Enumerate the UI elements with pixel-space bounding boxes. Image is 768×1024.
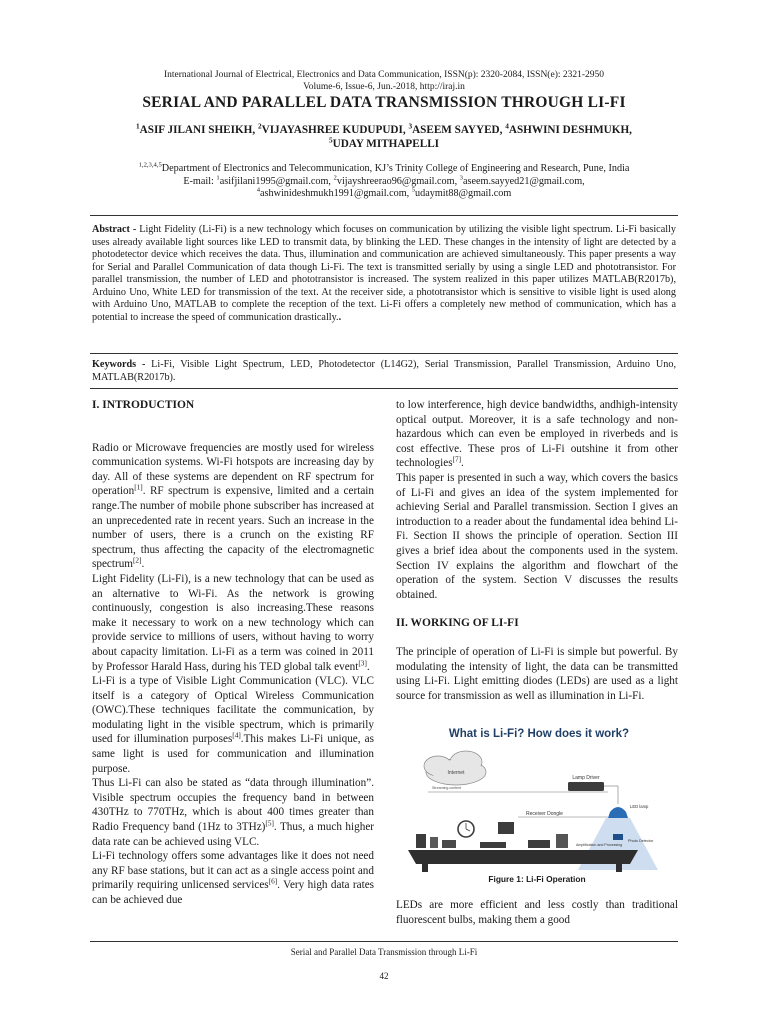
photo-detector-label: Photo Detector xyxy=(628,839,654,843)
author-2: VIJAYASHREE KUDUPUDI, xyxy=(261,124,409,136)
email-label: E-mail: xyxy=(183,175,217,187)
section-heading-working: II. WORKING OF LI-FI xyxy=(396,617,519,630)
right-column-continuation xyxy=(396,898,678,927)
abstract-text: Light Fidelity (Li-Fi) is a new technology which focuses on communication by utilizing the visible light spectrum. Li-Fi basically uses already available light sources like LED to transmit data, by blinking the LED. These changes in the intensity of light are detected by a photodetector device which receives the data. Thus, illumination and communication are achieved simultaneously. This paper presents a way for Serial and Parallel Communication of data though Li-Fi. The text is transmitted serially by using a single LED and phototransistor. For parallel transmission, the number of LED and phototransistor is increased. The system realized in this paper utilizes MATLAB(R2017b), Arduino Uno, White LED for transmission of the text. At the receiver side, a phototransistor which is sensitive to visible light is used along with Arduino Uno, MATLAB to complete the reception of the text. Li-Fi offers a completely new method of communication, which has a potential to increase the speed of communication drastically. xyxy=(92,224,676,323)
page-number: 42 xyxy=(379,971,389,981)
author-1: ASIF JILANI SHEIKH, xyxy=(139,124,258,136)
intro-paragraph-2: Light Fidelity (Li-Fi), is a new technology that can be used as an alternative to Wi-Fi. As the network is growing continuously, congestion is also increasing.These reasons make it necessary to work on a new technology which can provide service to millions of users, without having to worry about capacity limitation. Li-Fi as a term was coined in 2011 by Professor Harald Hass, during his TED global talk event[3]. xyxy=(92,572,374,673)
figure-title: What is Li-Fi? How does it work? xyxy=(448,728,630,740)
author-list: $^1$ASIF JILANI SHEIKH, $^2$VIJAYASHREE KUDUPUDI, $^3$ASEEM SAYYED, $^4$ASHWINI DESHMUKH, $^5$UDAY MITHAPELLI xyxy=(136,122,632,150)
ref-3: [3] xyxy=(358,658,367,667)
keywords xyxy=(92,359,676,384)
right-paragraph-1: to low interference, high device bandwidths, andhigh-intensity optical output. Moreover, it is a safe technology and non-hazardous which can even be employed in riverbeds and is cost effective. These pros of Li-Fi outshine it from other technologies[7]. xyxy=(396,399,678,470)
department: Department of Electronics and Telecommunication, KJ’s Trinity College of Engineering and Research, Pune, India xyxy=(161,163,630,174)
running-footer: Serial and Parallel Data Transmission through Li-Fi xyxy=(290,947,478,957)
email-3: aseem.sayyed21@gmail.com, xyxy=(462,175,585,187)
speaker-icon xyxy=(416,834,426,848)
intro-paragraph-3: Li-Fi is a type of Visible Light Communication (VLC). VLC itself is a category of Optical Wireless Communication (OWC).These techniques facilitate the communication, by modulating light in the visible spectrum, which is primarily used for illumination purposes[4].This makes Li-Fi unique, as same light is used for communication and illumination purpose. xyxy=(92,675,374,775)
ref-7: [7] xyxy=(452,455,462,464)
paper-title: SERIAL AND PARALLEL DATA TRANSMISSION THROUGH LI-FI xyxy=(142,94,626,111)
journal-header xyxy=(0,69,768,93)
keywords-text: Li-Fi, Visible Light Spectrum, LED, Photodetector (L14G2), Serial Transmission, Parallel Transmission, Arduino Uno, MATLAB(R2017b). xyxy=(92,359,676,383)
laptop-icon xyxy=(480,842,506,848)
ref-2: [2] xyxy=(133,556,142,565)
photo-detector-icon xyxy=(613,834,623,840)
right-column xyxy=(396,398,678,703)
journal-line-2: Volume-6, Issue-6, Jun.-2018, http://iraj.in xyxy=(303,82,465,92)
intro-paragraph-4: Thus Li-Fi can also be stated as “data through illumination”. Visible spectrum occupies the frequency band in between 430THz to 770THz, which is about 400 times greater than Radio Frequency band (1Hz to 3THz)[5]. Thus, a much higher data rate can be achieved using VLC. xyxy=(92,777,375,848)
desk-leg-right xyxy=(616,864,622,872)
phone-icon xyxy=(430,837,438,848)
divider-top xyxy=(90,215,678,216)
author-4: ASHWINI DESHMUKH, xyxy=(508,124,632,136)
router-icon xyxy=(442,840,456,848)
desk-surface xyxy=(408,850,638,864)
lifi-operation-figure xyxy=(408,722,670,872)
left-column xyxy=(92,398,374,908)
divider-bottom xyxy=(90,388,678,389)
author-5: UDAY MITHAPELLI xyxy=(332,138,440,150)
abstract-label: Abstract - xyxy=(92,224,140,235)
affiliation-marks: 1,2,3,4,5 xyxy=(138,161,162,169)
keywords-label: Keywords - xyxy=(92,359,152,370)
led-lamp-label: LED lamp xyxy=(630,804,649,809)
email-1: asifjilani1995@gmail.com, xyxy=(219,175,334,187)
ref-5: [5] xyxy=(265,819,274,828)
email-5: udaymit88@gmail.com xyxy=(415,188,512,199)
journal-line-1: International Journal of Electrical, Electronics and Data Communication, ISSN(p): 2320-2084, ISSN(e): 2321-2950 xyxy=(163,70,605,80)
tablet-icon xyxy=(528,840,550,848)
lamp-driver-label: Lamp Driver xyxy=(572,775,600,781)
email-2: vijayshreerao96@gmail.com, xyxy=(336,175,460,187)
desk-leg-left xyxy=(422,864,428,872)
desktop-icon xyxy=(556,834,568,848)
author-3: ASEEM SAYYED, xyxy=(412,124,506,136)
figure-caption: Figure 1: Li-Fi Operation xyxy=(488,874,586,884)
leds-paragraph: LEDs are more efficient and less costly than traditional fluorescent bulbs, making them a good xyxy=(396,899,678,926)
ref-1: [1] xyxy=(134,483,143,492)
intro-paragraph-1: Radio or Microwave frequencies are mostly used for wireless communication systems. Wi-Fi hotspots are increasing day by day. All of these systems are dependent on RF spectrum for operation[1]. RF spectrum is expensive, limited and a certain range.The number of mobile phone subscriber has increased at an unprecedented rate in recent years. Such an increase in the number of users, there is a crunch on the existing RF spectrum, thus affecting the capacity of the electromagnetic spectrum[2]. xyxy=(92,441,374,571)
monitor-icon xyxy=(498,822,514,834)
streaming-label: Streaming content xyxy=(432,786,462,790)
email-4: ashwinideshmukh1991@gmail.com, xyxy=(260,188,412,199)
section-heading-introduction: I. INTRODUCTION xyxy=(92,399,195,411)
abstract: Abstract - Light Fidelity (Li-Fi) is a new technology which focuses on communication by utilizing the visible light spectrum. Li-Fi basically uses already available light sources like LED to transmit data, by blinking the LED. These changes in the intensity of light are detected by a photodetector device which receives the data. Thus, illumination and communication are achieved simultaneously. This paper presents a way for Serial and Parallel Communication of data though Li-Fi. The text is transmitted serially by using a single LED and phototransistor. For parallel transmission, the number of LED and phototransistor is increased. The system realized in this paper utilizes MATLAB(R2017b), Arduino Uno, White LED for transmission of the text. At the receiver side, a phototransistor which is sensitive to visible light is used along with Arduino Uno, MATLAB to complete the reception of the text. Li-Fi offers a completely new method of communication, which has a potential to increase the speed of communication drastically.. xyxy=(92,224,676,323)
lamp-driver-box xyxy=(568,782,604,791)
amplification-label: Amplification and Processing xyxy=(576,843,623,847)
divider-middle xyxy=(90,353,678,354)
footer-divider xyxy=(90,941,678,942)
internet-label: Internet xyxy=(447,770,465,776)
intro-paragraph-5: Li-Fi technology offers some advantages like it does not need any RF base stations, but it can act as a single access point and primarily requiring unlicensed services[6]. Very high data rates can be achieved due xyxy=(92,850,375,906)
right-paragraph-2: This paper is presented in such a way, which covers the basics of Li-Fi and gives an idea of the system implemented for achieving Serial and Parallel transmission. Section I gives an introduction to a reader about the fundamental idea behind Li-Fi. Section II shows the principle of operation. Section III gives a brief idea about the components used in the system. Section IV explains the algorithm and flowchart of the operation of the system. Section V discusses the results obtained. xyxy=(396,471,678,601)
clock-icon xyxy=(458,821,474,837)
receiver-dongle-label: Receiver Dongle xyxy=(526,811,563,817)
ref-4: [4] xyxy=(232,731,241,740)
ref-6: [6] xyxy=(268,877,278,886)
affiliation: $^{1,2,3,4,5}$Department of Electronics and Telecommunication, KJ’s Trinity College of Engineering and Research, Pune, India E-mail: $^1$asifjilani1995@gmail.com, $^2$vijayshreerao96@gmail.com, $^3$aseem.sayyed21@gmail.com, $^4$ashwinideshmukh1991@gmail.com, $^5$udaymit88@gmail.com xyxy=(138,161,630,199)
working-paragraph: The principle of operation of Li-Fi is simple but powerful. By modulating the intensity of light, the data can be transmitted using Li-Fi. Light emitting diodes (LEDs) are used as a light source for transmission as well as illumination in Li-Fi. xyxy=(396,645,678,702)
